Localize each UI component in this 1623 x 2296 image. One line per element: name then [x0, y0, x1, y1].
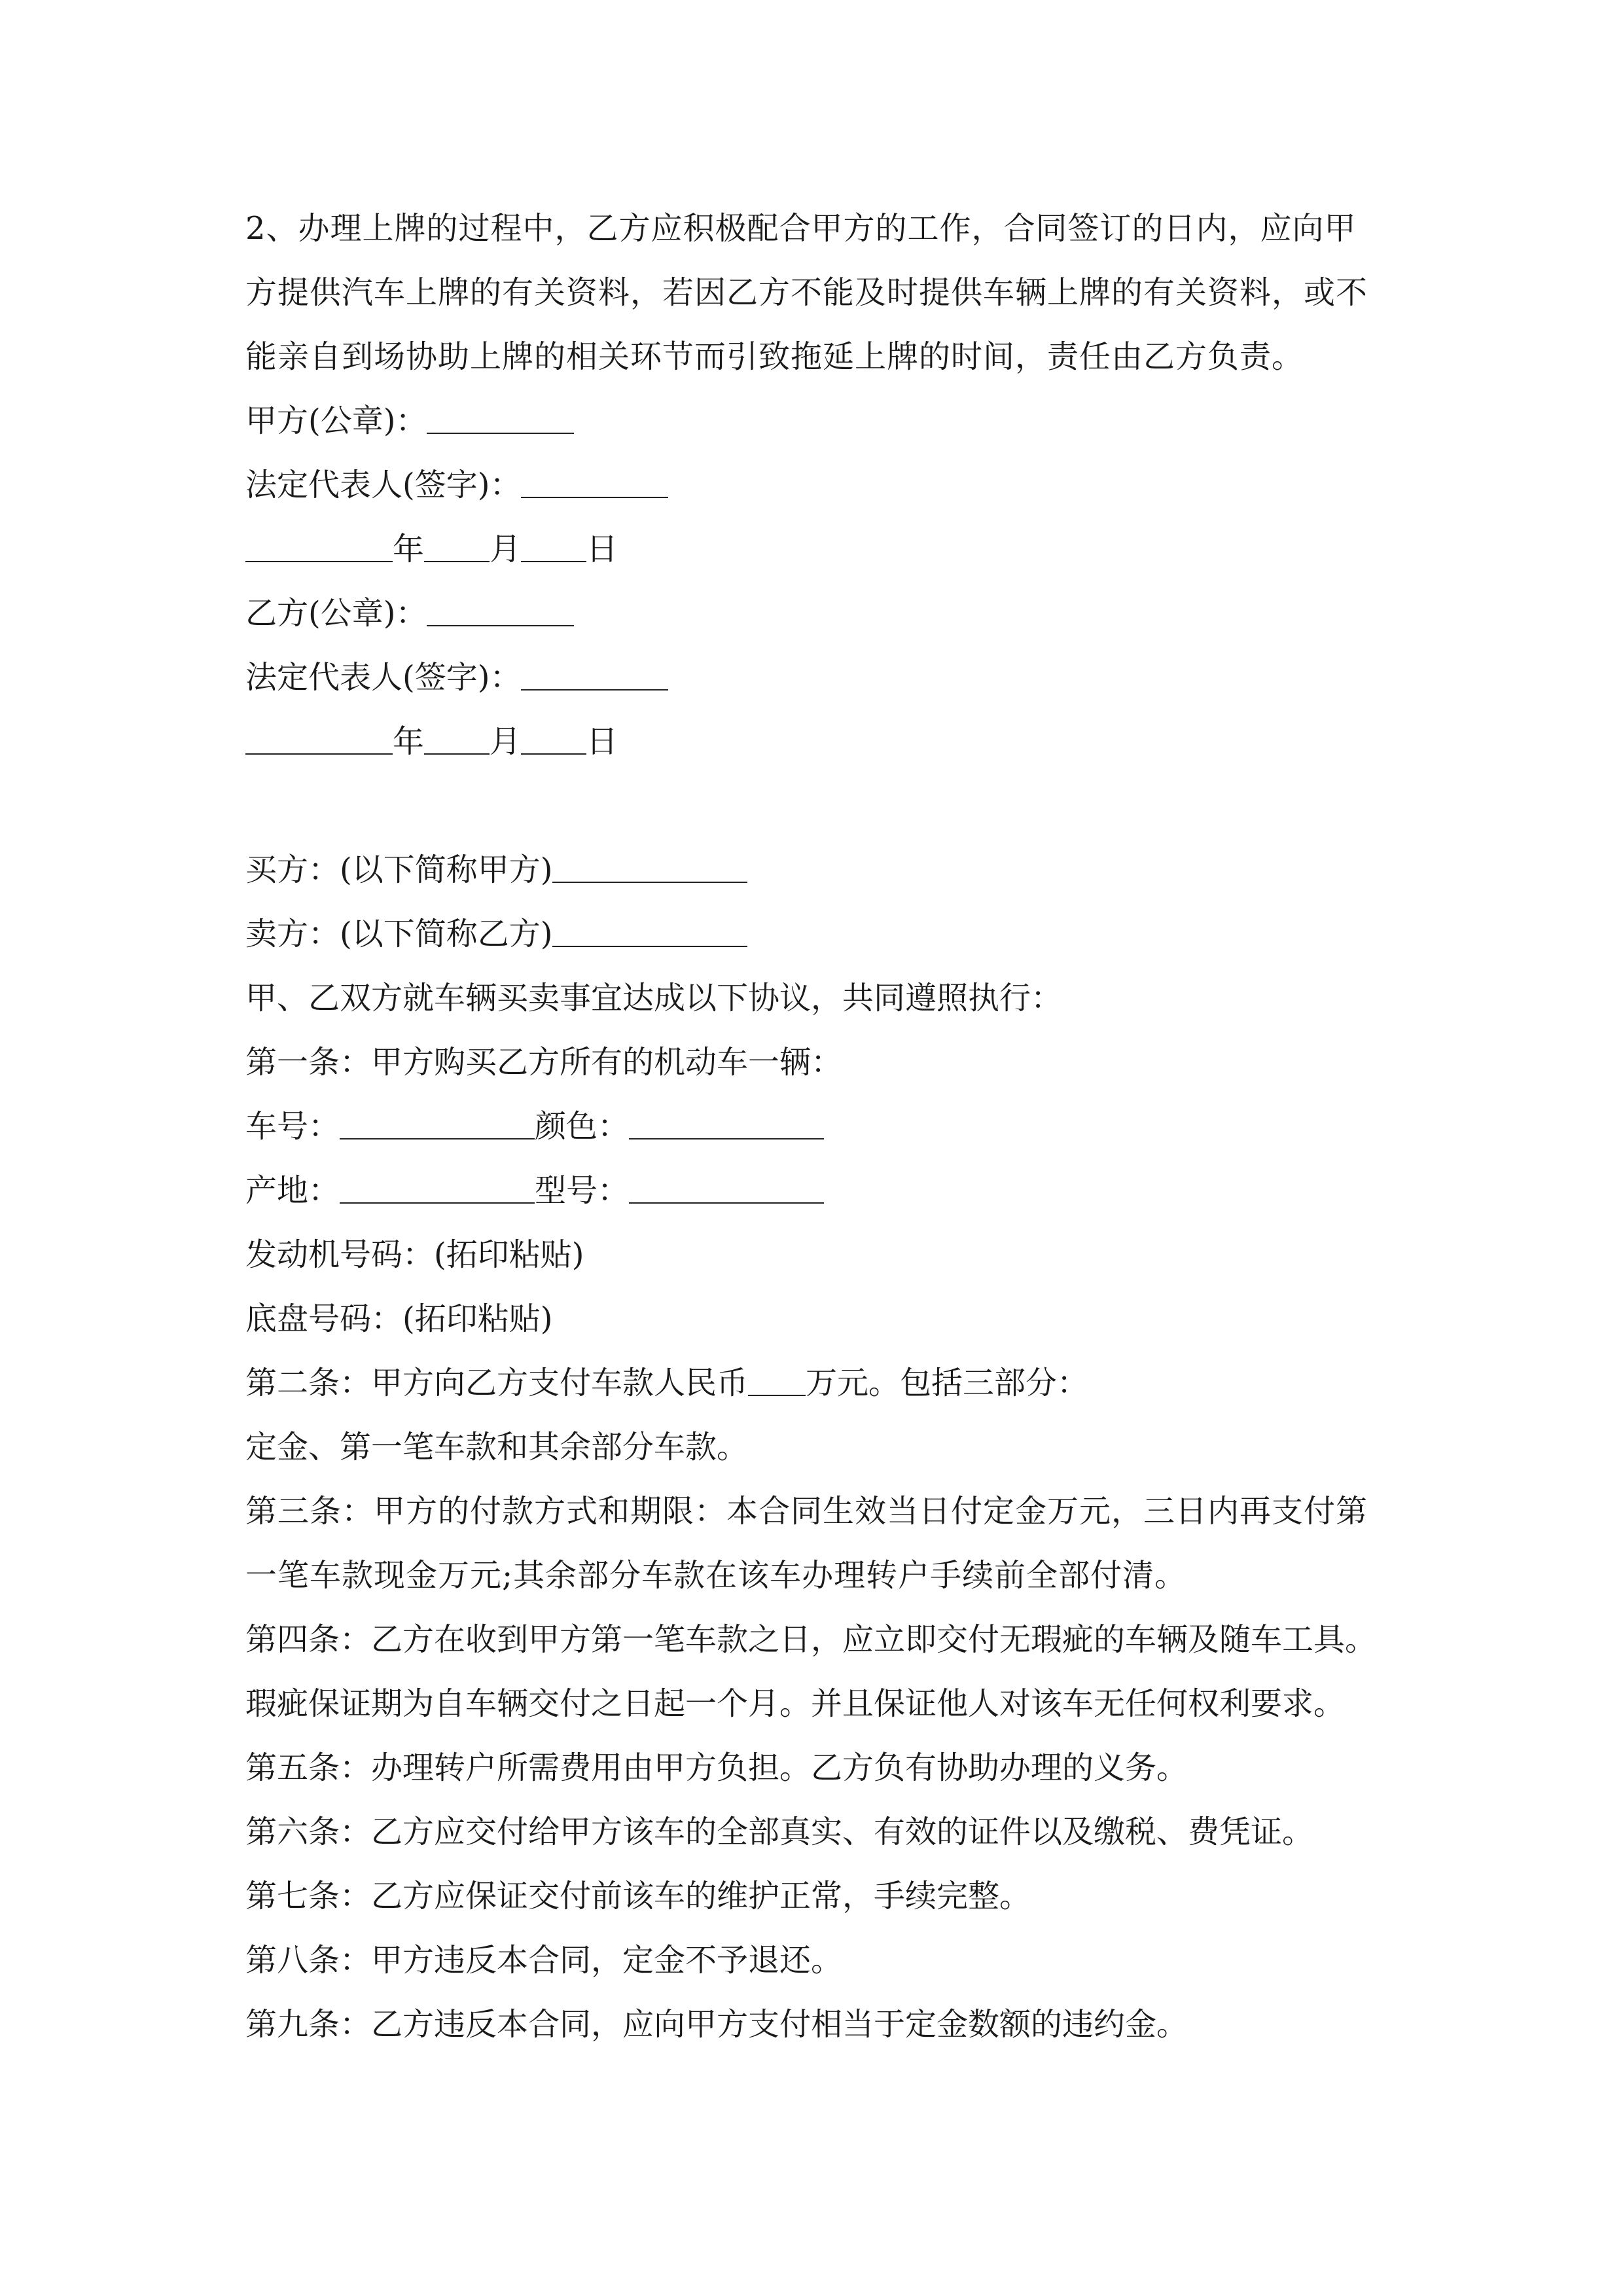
model-blank: [629, 1176, 824, 1204]
origin-blank: [340, 1176, 535, 1204]
intro-line: 甲、乙双方就车辆买卖事宜达成以下协议，共同遵照执行：: [245, 980, 1063, 1016]
chassis-number-line: 底盘号码：(拓印粘贴): [245, 1300, 553, 1337]
article-5: 第五条：办理转户所需费用由甲方负担。乙方负有协助办理的义务。: [245, 1749, 1188, 1786]
buyer-line: [245, 838, 1397, 902]
article-1: 第一条：甲方购买乙方所有的机动车一辆：: [245, 1044, 843, 1081]
party-b-year-blank: [245, 727, 393, 755]
plate-blank: [340, 1112, 535, 1139]
party-a-year-label: 年: [393, 531, 425, 567]
engine-number-line: 发动机号码：(拓印粘贴): [245, 1236, 584, 1273]
party-a-seal-line: [245, 389, 1397, 453]
article-4-line2: 瑕疵保证期为自车辆交付之日起一个月。并且保证他人对该车无任何权利要求。: [245, 1685, 1346, 1722]
article-6: 第六条：乙方应交付给甲方该车的全部真实、有效的证件以及缴税、费凭证。: [245, 1814, 1314, 1850]
party-b-year-label: 年: [393, 723, 425, 760]
article-2-pre: 第二条：甲方向乙方支付车款人民币: [245, 1365, 749, 1401]
seller-line: [245, 902, 1397, 966]
section-gap: [245, 774, 1397, 838]
seller-blank: [552, 920, 747, 947]
seller-label: 卖方：(以下简称乙方): [245, 916, 553, 952]
party-a-rep-line: [245, 453, 1397, 517]
party-b-day-label: 日: [586, 723, 618, 760]
clause2-line3: 能亲自到场协助上牌的相关环节而引致拖延上牌的时间，责任由乙方负责。: [245, 338, 1304, 375]
party-a-day-blank: [521, 535, 586, 562]
party-a-month-label: 月: [490, 531, 522, 567]
origin-model-line: [245, 1158, 1397, 1223]
party-a-year-blank: [245, 535, 393, 562]
article-4-line1: 第四条：乙方在收到甲方第一笔车款之日，应立即交付无瑕疵的车辆及随车工具。: [245, 1621, 1377, 1658]
buyer-blank: [552, 855, 747, 883]
article-9: 第九条：乙方违反本合同，应向甲方支付相当于定金数额的违约金。: [245, 2006, 1188, 2043]
model-label: 型号：: [535, 1172, 630, 1209]
party-b-seal-label: 乙方(公章)：: [245, 595, 427, 632]
party-b-rep-label: 法定代表人(签字)：: [245, 659, 522, 696]
party-b-seal-line: [245, 581, 1397, 645]
document-page: [245, 196, 1397, 2056]
party-a-day-label: 日: [586, 531, 618, 567]
party-a-rep-label: 法定代表人(签字)：: [245, 467, 522, 503]
party-b-seal-blank: [427, 599, 574, 626]
party-a-date-line: [245, 517, 1397, 581]
party-b-rep-line: [245, 645, 1397, 709]
color-label: 颜色：: [535, 1108, 630, 1145]
color-blank: [629, 1112, 824, 1139]
article-8: 第八条：甲方违反本合同，定金不予退还。: [245, 1942, 843, 1979]
article-7: 第七条：乙方应保证交付前该车的维护正常，手续完整。: [245, 1878, 1031, 1914]
party-b-date-line: [245, 709, 1397, 774]
party-a-seal-label: 甲方(公章)：: [245, 403, 427, 439]
buyer-label: 买方：(以下简称甲方): [245, 852, 553, 888]
party-a-month-blank: [424, 535, 490, 562]
article-2-post: 万元。包括三部分：: [806, 1365, 1089, 1401]
party-a-rep-blank: [521, 471, 668, 498]
party-b-month-blank: [424, 727, 490, 755]
article-2-cont: 定金、第一笔车款和其余部分车款。: [245, 1429, 749, 1465]
party-b-month-label: 月: [490, 723, 522, 760]
article-2: [245, 1351, 1397, 1415]
article-3-line1: 第三条：甲方的付款方式和期限：本合同生效当日付定金万元，三日内再支付第: [245, 1493, 1368, 1530]
plate-label: 车号：: [245, 1108, 340, 1145]
article-3-line2: 一笔车款现金万元;其余部分车款在该车办理转户手续前全部付清。: [245, 1557, 1187, 1594]
clause2-line1: 2、办理上牌的过程中，乙方应积极配合甲方的工作，合同签订的日内，应向甲: [245, 210, 1357, 247]
party-b-rep-blank: [521, 663, 668, 691]
party-b-day-blank: [521, 727, 586, 755]
plate-color-line: [245, 1094, 1397, 1158]
article-2-amount-blank: [748, 1369, 806, 1396]
party-a-seal-blank: [427, 406, 574, 434]
clause2-line2: 方提供汽车上牌的有关资料，若因乙方不能及时提供车辆上牌的有关资料，或不: [245, 274, 1368, 311]
origin-label: 产地：: [245, 1172, 340, 1209]
